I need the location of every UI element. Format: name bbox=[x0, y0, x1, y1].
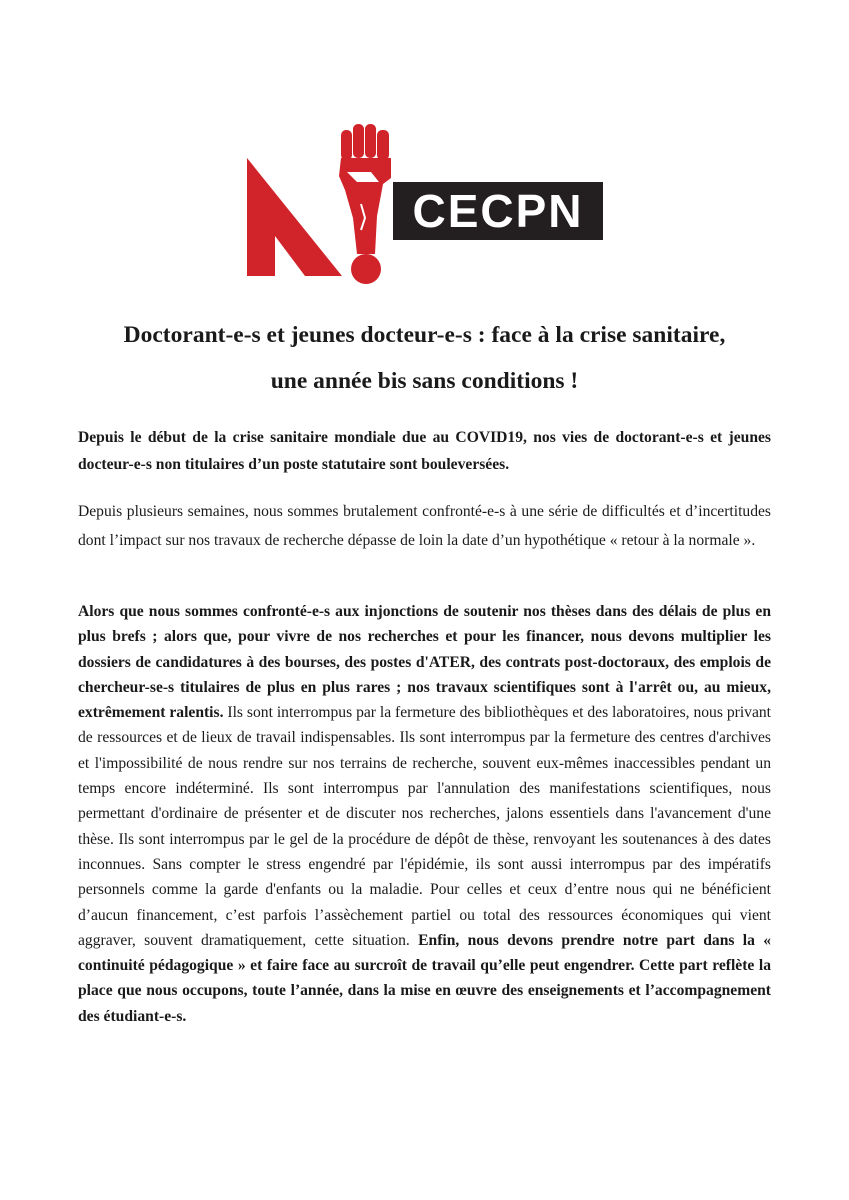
main-paragraph-bold-start: Alors que nous sommes confronté-e-s aux injonctions de soutenir nos thèses dans des délais de plus en plus brefs ; alors que, pour vivre de nos recherches et pour les financer, nous devons multiplier les dossiers de candidatures à des bourses, des postes d'ATER, des contrats post-doctoraux, des emplois de chercheur-se-s titulaires de plus en plus rares ; nos travaux scientifiques sont à l'arrêt ou, au mieux, extrêmement ralentis. bbox=[78, 603, 771, 722]
main-paragraph bbox=[78, 599, 771, 1029]
page-title-line-2: une année bis sans conditions ! bbox=[270, 368, 579, 394]
logo-wordmark: CECPN bbox=[393, 182, 603, 240]
page-title-line-1: Doctorant-e-s et jeunes docteur-e-s : face à la crise sanitaire, bbox=[123, 322, 726, 348]
main-paragraph-body: Ils sont interrompus par la fermeture des bibliothèques et des laboratoires, nous privant de ressources et de lieux de travail indispensables. Ils sont interrompus par la fermeture des centres d'archives et l'impossibilité de nous rendre sur nos terrains de recherche, souvent eux-mêmes inaccessibles pendant un temps encore indéterminé. Ils sont interrompus par l'annulation des manifestations scientifiques, nous permettant d'ordinaire de présenter et de discuter nos recherches, jalons essentiels dans l'avancement d'une thèse. Ils sont interrompus par le gel de la procédure de dépôt de thèse, renvoyant les soutenances à des dates inconnues. Sans compter le stress engendré par l'épidémie, ils sont aussi interrompus par des impératifs personnels comme la garde d'enfants ou la maladie. Pour celles et ceux d’entre nous qui ne bénéficient d’aucun financement, c’est parfois l’assèchement partiel ou total des ressources économiques qui vient aggraver, souvent dramatiquement, cette situation. bbox=[78, 704, 772, 949]
logo-dot-icon bbox=[351, 254, 381, 284]
context-paragraph: Depuis plusieurs semaines, nous sommes brutalement confronté-e-s à une série de difficultés et d’incertitudes dont l’impact sur nos travaux de recherche dépasse de loin la date d’un hypothétique « retour à la normale ». bbox=[78, 503, 771, 549]
main-paragraph-bold-end: Enfin, nous devons prendre notre part dans la « continuité pédagogique » et faire face au surcroît de travail qu’elle peut engendrer. Cette part reflète la place que nous occupons, toute l’année, dans la mise en œuvre des enseignements et l’accompagnement des étudiant-e-s. bbox=[78, 931, 771, 1025]
raised-fist-icon bbox=[339, 124, 391, 254]
logo-mark-icon bbox=[245, 118, 395, 288]
logo-triangle-icon bbox=[247, 158, 342, 276]
cecpn-logo bbox=[245, 118, 605, 288]
intro-paragraph: Depuis le début de la crise sanitaire mondiale due au COVID19, nos vies de doctorant-e-s et jeunes docteur-e-s non titulaires d’un poste statutaire sont bouleversées. bbox=[78, 429, 771, 473]
